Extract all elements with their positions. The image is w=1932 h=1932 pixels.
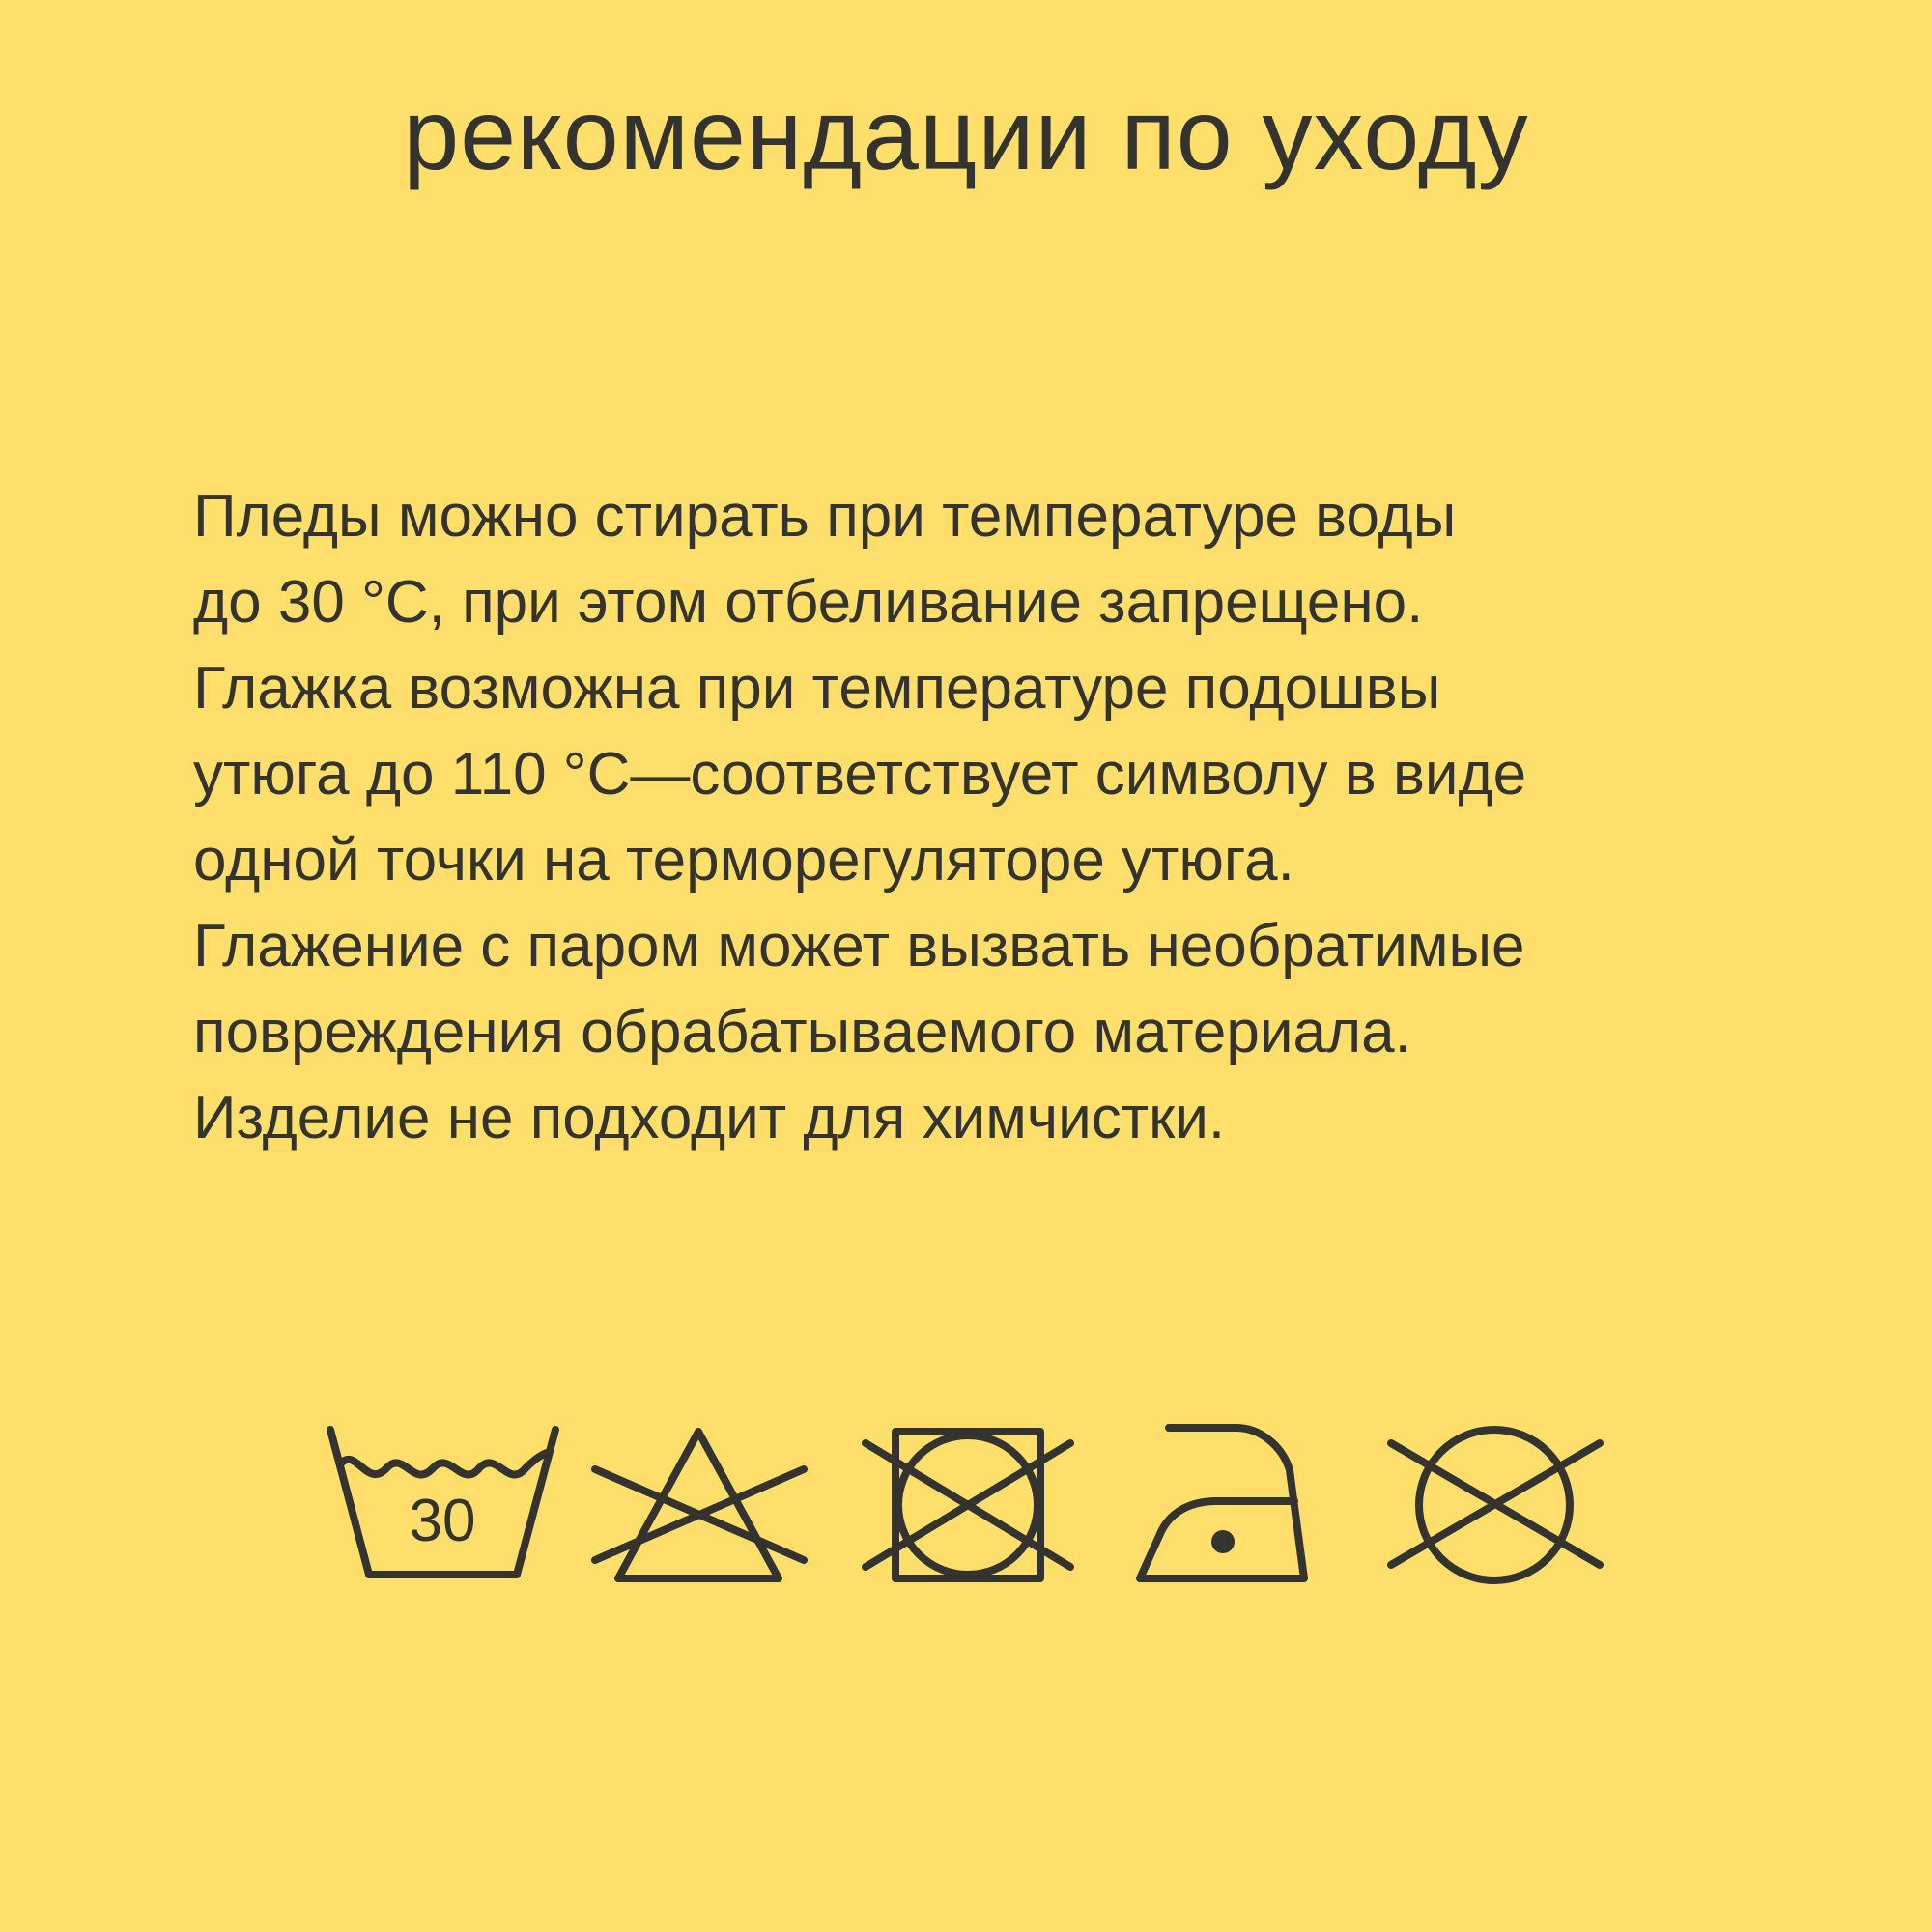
description-line: Глажение с паром может вызвать необратимые <box>193 913 1525 980</box>
description-line: одной точки на терморегуляторе утюга. <box>193 827 1294 894</box>
description-line: до 30 °С, при этом отбеливание запрещено. <box>193 569 1424 636</box>
description-line: утюга до 110 °С—соответствует символу в виде <box>193 741 1527 808</box>
description-line: Изделие не подходит для химчистки. <box>193 1085 1226 1151</box>
description-line: Глажка возможна при температуре подошвы <box>193 655 1441 722</box>
description-line: повреждения обрабатываемого материала. <box>193 999 1411 1065</box>
wash-30-icon <box>309 1410 570 1604</box>
no-bleach-icon <box>589 1410 821 1604</box>
description-line: Пледы можно стирать при температуре воды <box>193 483 1457 550</box>
iron-one-dot-icon <box>1130 1410 1343 1604</box>
page-title: рекомендации по уходу <box>403 79 1529 191</box>
wash-temperature-label: 30 <box>409 1488 476 1554</box>
no-dry-clean-icon <box>1381 1410 1613 1604</box>
no-tumble-dry-icon <box>860 1410 1092 1604</box>
care-description <box>193 473 1758 1161</box>
care-symbols-row <box>309 1410 1623 1604</box>
